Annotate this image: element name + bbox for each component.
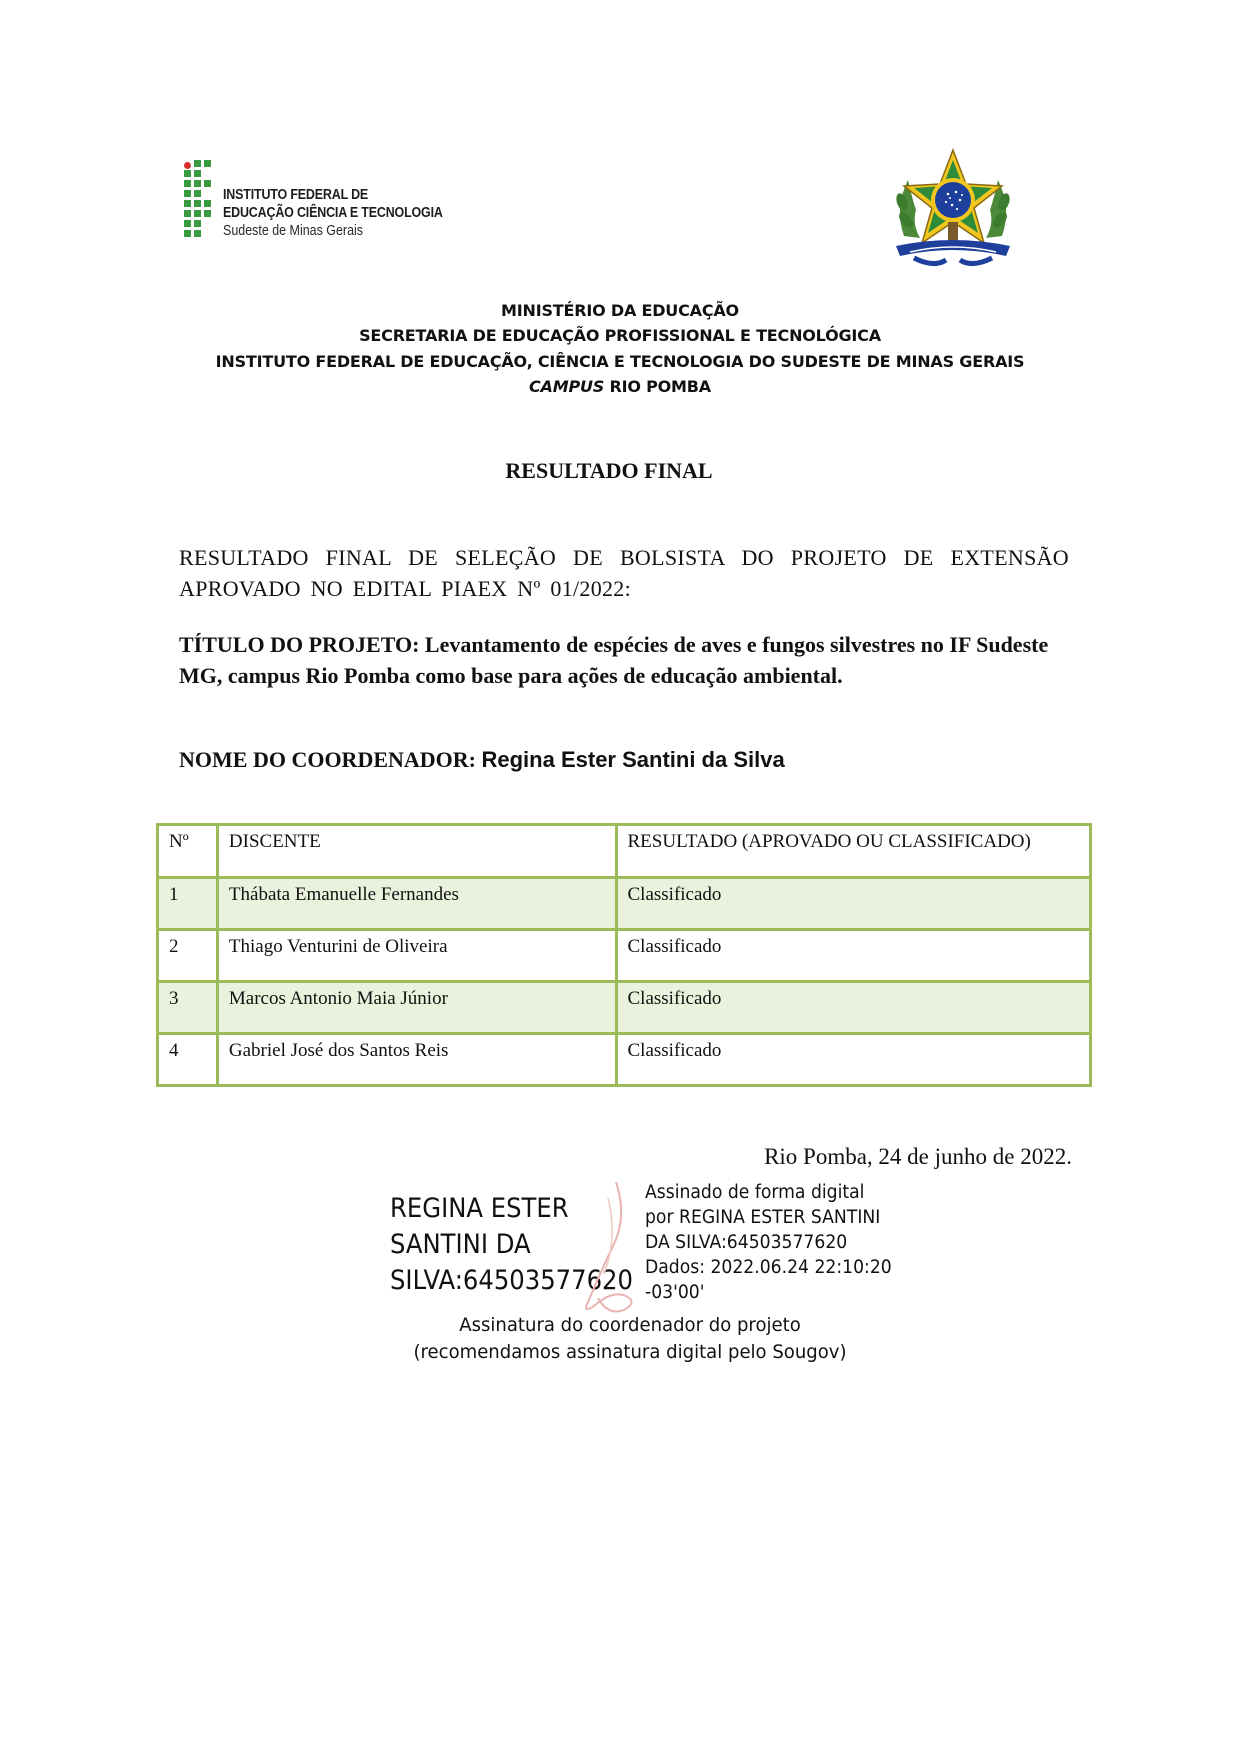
coordinator-label: NOME DO COORDENADOR:: [179, 747, 482, 772]
signature-info: [645, 1180, 892, 1305]
header-ministry: MINISTÉRIO DA EDUCAÇÃO: [501, 301, 739, 320]
row-student: Marcos Antonio Maia Júnior: [217, 982, 616, 1034]
signature-info-line: Assinado de forma digital: [645, 1182, 865, 1203]
table-row: [158, 982, 1091, 1034]
results-table: [156, 823, 1092, 1087]
place-and-date: Rio Pomba, 24 de junho de 2022.: [764, 1144, 1072, 1169]
coordinator-name: Regina Ester Santini da Silva: [481, 747, 785, 772]
project-title-label: TÍTULO DO PROJETO:: [179, 632, 425, 657]
row-number: 2: [158, 930, 218, 982]
logo-line-1: INSTITUTO FEDERAL DE: [223, 187, 369, 203]
logo-line-2: EDUCAÇÃO CIÊNCIA E TECNOLOGIA: [223, 205, 443, 221]
row-result: Classificado: [616, 878, 1091, 930]
row-result: Classificado: [616, 930, 1091, 982]
table-row: [158, 878, 1091, 930]
header-institute: INSTITUTO FEDERAL DE EDUCAÇÃO, CIÊNCIA E TECNOLOGIA DO SUDESTE DE MINAS GERAIS: [215, 352, 1025, 371]
intro-paragraph: RESULTADO FINAL DE SELEÇÃO DE BOLSISTA DO PROJETO DE EXTENSÃO APROVADO NO EDITAL PIAEX Nº 01/2022:: [179, 545, 1069, 601]
header-number: Nº: [158, 825, 218, 878]
table-row: [158, 1034, 1091, 1086]
row-result: Classificado: [616, 982, 1091, 1034]
row-number: 4: [158, 1034, 218, 1086]
header-campus: [0, 377, 1240, 397]
header-secretariat: SECRETARIA DE EDUCAÇÃO PROFISSIONAL E TECNOLÓGICA: [359, 326, 881, 345]
header-result: RESULTADO (APROVADO OU CLASSIFICADO): [616, 825, 1091, 878]
signature-name-line: REGINA ESTER: [390, 1193, 569, 1224]
project-title: [179, 629, 1059, 691]
signature-info-line: -03'00': [645, 1282, 705, 1303]
project-title-text: Levantamento de espécies de aves e fungos silvestres no IF Sudeste MG, campus Rio Pomba como base para ações de educação ambiental.: [179, 632, 1049, 688]
logo-red-dot: [184, 162, 191, 169]
row-student: Gabriel José dos Santos Reis: [217, 1034, 616, 1086]
brazil-coat-of-arms-icon: [890, 148, 1016, 270]
row-number: 1: [158, 878, 218, 930]
table-header-row: [158, 825, 1091, 878]
row-student: Thiago Venturini de Oliveira: [217, 930, 616, 982]
signature-name-line: SANTINI DA: [390, 1229, 531, 1260]
signature-caption-note: (recomendamos assinatura digital pelo Sougov): [413, 1341, 847, 1363]
header-student: DISCENTE: [217, 825, 616, 878]
signature-info-line: por REGINA ESTER SANTINI: [645, 1207, 881, 1228]
campus-label: CAMPUS: [529, 377, 605, 396]
row-number: 3: [158, 982, 218, 1034]
signature-info-line: DA SILVA:64503577620: [645, 1232, 848, 1253]
coordinator-line: [179, 747, 785, 773]
table-row: [158, 930, 1091, 982]
signature-name-line: SILVA:64503577620: [390, 1265, 633, 1296]
if-sudeste-logo: [184, 160, 443, 250]
signature-caption: [393, 1312, 868, 1366]
signature-info-line: Dados: 2022.06.24 22:10:20: [645, 1257, 892, 1278]
row-result: Classificado: [616, 1034, 1091, 1086]
row-student: Thábata Emanuelle Fernandes: [217, 878, 616, 930]
campus-name: RIO POMBA: [604, 377, 711, 396]
signature-caption-line: Assinatura do coordenador do projeto: [459, 1314, 801, 1336]
logo-line-3: Sudeste de Minas Gerais: [223, 223, 364, 239]
document-title: RESULTADO FINAL: [505, 458, 713, 483]
